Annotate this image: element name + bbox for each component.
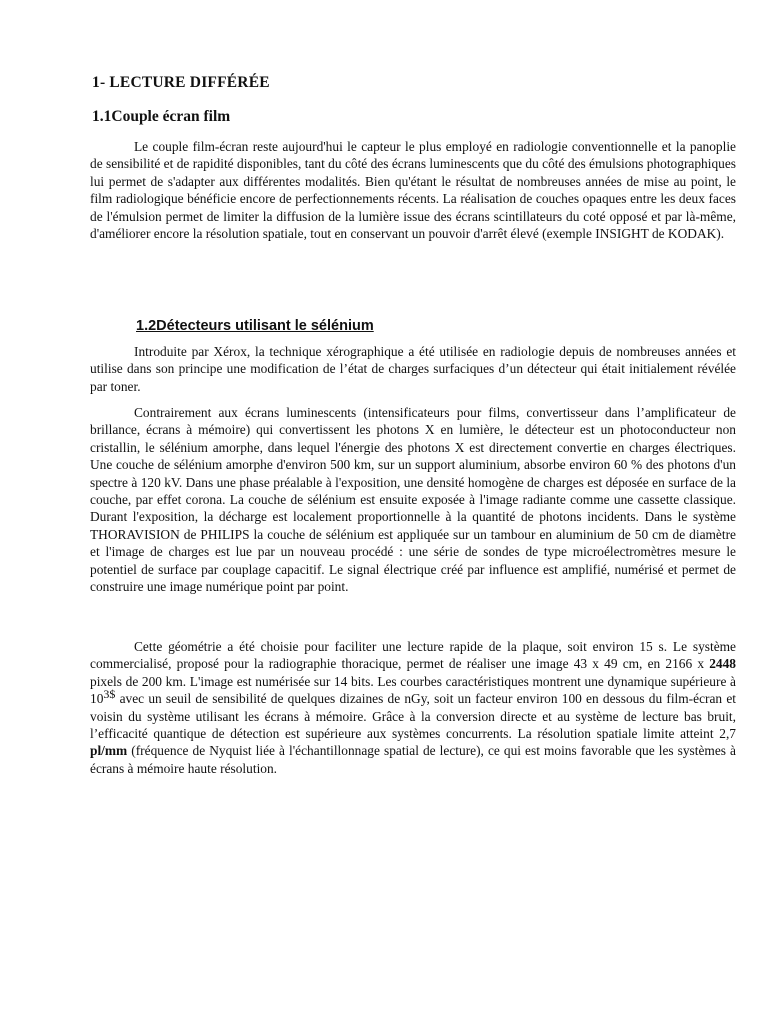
text-run: pixels de 200 km. L'image est numérisée sur 14 bits. Les courbes caractéristiques montrent une dynamique supérieure à 10	[90, 673, 736, 707]
section-title-detecteurs-selenium: 1.2Détecteurs utilisant le sélénium	[136, 318, 374, 334]
text-run: avec un seuil de sensibilité de quelques dizaines de nGy, soit un facteur environ 100 en dessous du film-écran et voisin du système utilisant les écrans à mémoire. Grâce à la conversion directe et au système de lecture bas bruit, l’efficacité quantique de détection est supérieure aux systèmes concurrents. La résolution spatiale limite atteint 2,7	[90, 691, 736, 742]
text-run: Cette géométrie a été choisie pour faciliter une lecture rapide de la plaque, soit environ 15 s. Le système commercialisé, proposé pour la radiographie thoracique, permet de réaliser une image 43 x 49 cm, en 2166 x	[90, 639, 736, 672]
exponent: 3$	[103, 687, 116, 702]
text-run: (fréquence de Nyquist liée à l'échantillonnage spatial de lecture), ce qui est moins favorable que les systèmes à écrans à mémoire haute résolution.	[90, 743, 736, 776]
paragraph-selenium-amorphe: Contrairement aux écrans luminescents (intensificateurs pour films, convertisseur dans l’amplificateur de brillance, écrans à mémoire) qui convertissent les photons X en lumière, le détecteur est un photoconducteur non cristallin, le sélénium amorphe, dans lequel l'énergie des photons X est directement convertie en charges électriques. Une couche de sélénium amorphe d'environ 500 km, sur un support aluminium, absorbe environ 60 % des photons d'un spectre à 120 kV. Dans une phase préalable à l'exposition, une densité homogène de charges est déposée en surface de la couche, par effet corona. La couche de sélénium est ensuite exposée à l'image radiante comme une cassette classique. Durant l'exposition, la décharge est localement proportionnelle à la quantité de photons incidents. Dans le système THORAVISION de PHILIPS la couche de sélénium est appliquée sur un tambour en aluminium de 50 cm de diamètre et l'image de charges est lue par un nouveau procédé : une série de sondes de type microélectromètres mesure le potentiel de surface par couplage capacitif. Le signal électrique créé par influence est amplifié, numérisé et permet de construire une image numérique point par point.	[90, 405, 736, 595]
paragraph-couple-ecran-film: Le couple film-écran reste aujourd'hui le capteur le plus employé en radiologie conventionnelle et la panoplie de sensibilité et de rapidité disponibles, tant du côté des écrans luminescents que du côté des émulsions photographiques lui permet de s'adapter aux différentes modalités. Bien qu'étant le résultat de nombreuses années de mise au point, le film radiologique bénéficie encore de perfectionnements récents. La réalisation de couches opaques entre les deux faces de l'émulsion permet de limiter la diffusion de la lumière issue des écrans scintillateurs du coté opposé et par là-même, d'améliorer encore la résolution spatiale, tout en conservant un pouvoir d'arrêt élevé (exemple INSIGHT de KODAK).	[90, 139, 736, 242]
section-title-couple-ecran-film: 1.1Couple écran film	[92, 108, 231, 125]
heading-lecture-differee: 1- LECTURE DIFFÉRÉE	[92, 74, 270, 91]
paragraph-xerographie: Introduite par Xérox, la technique xérographique a été utilisée en radiologie depuis de nombreuses années et utilise dans son principe une modification de l’état de charges surfaciques d’un détecteur qui était initialement révélée par toner.	[90, 344, 736, 394]
bold-unit-plmm: pl/mm	[90, 743, 128, 759]
bold-value-2448: 2448	[709, 656, 736, 672]
paragraph-geometrie-lecture	[90, 638, 736, 777]
